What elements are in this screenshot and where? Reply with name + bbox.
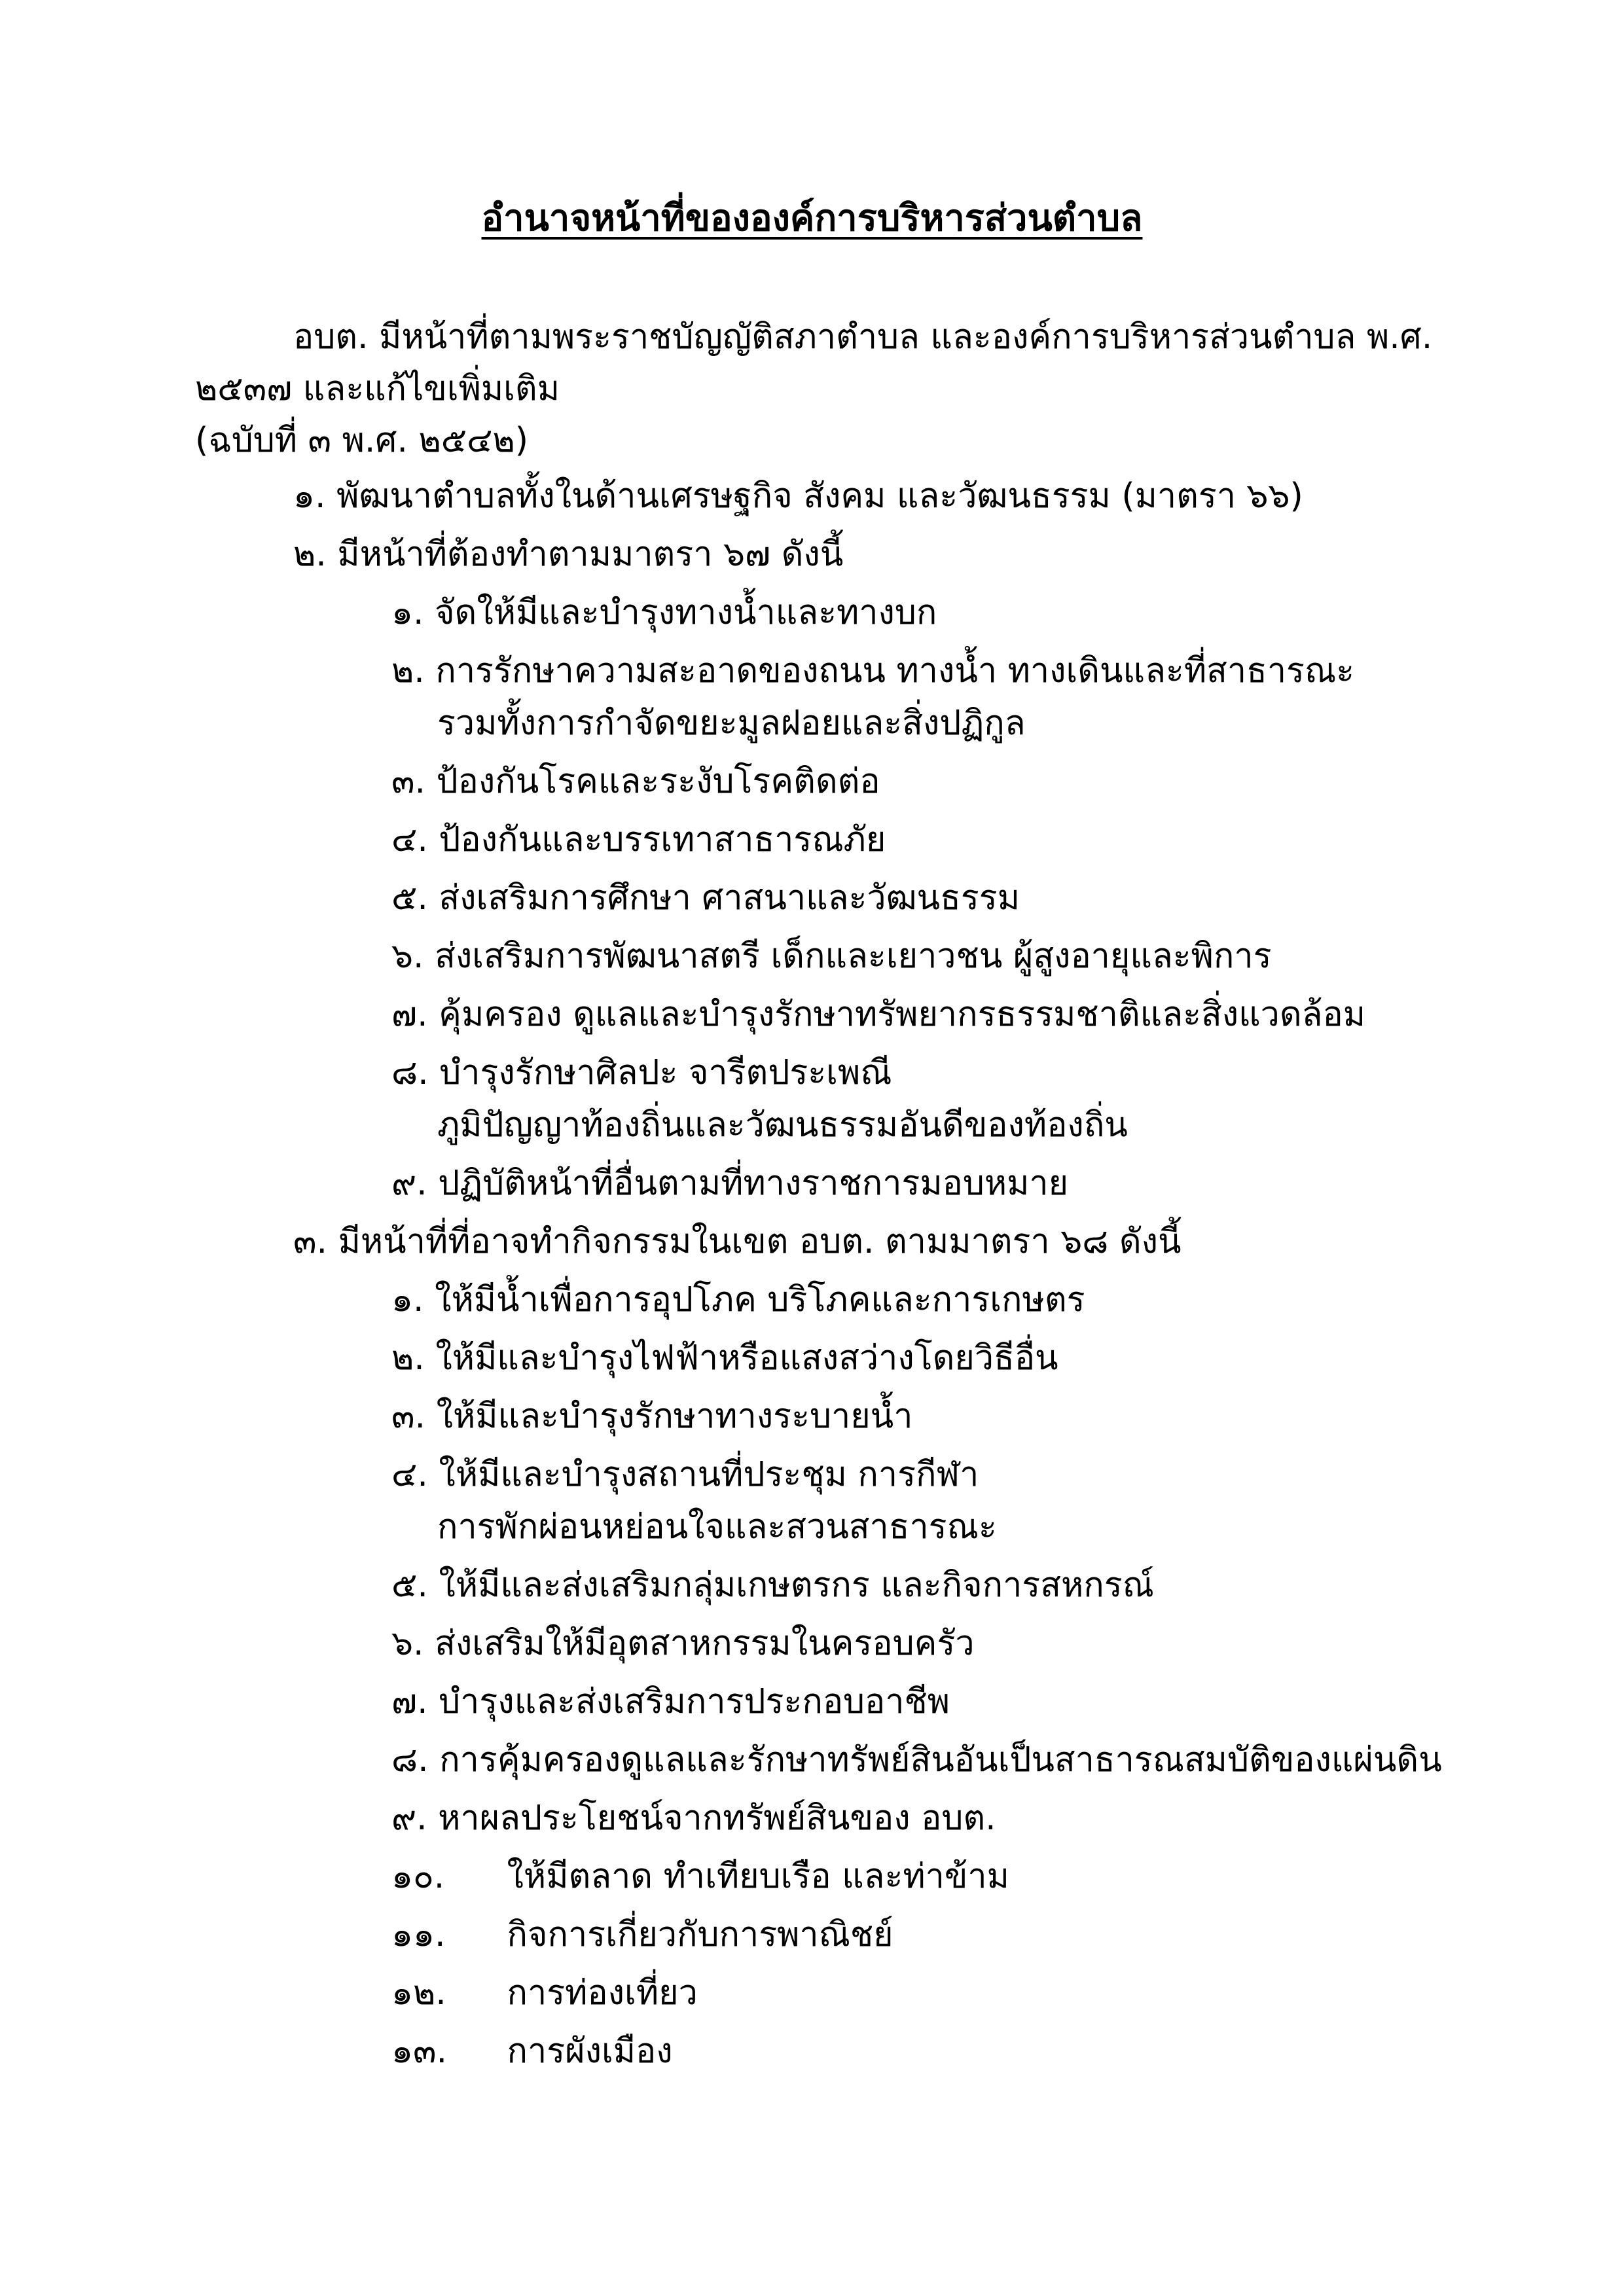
list-item-number: ๗. — [391, 995, 428, 1034]
list-item-text: ให้มีและบำรุงรักษาทางระบายน้ำ — [436, 1397, 913, 1436]
list-item-number: ๘. — [391, 1053, 429, 1092]
list-item-number: ๓. — [391, 1397, 426, 1436]
list-item-text: การผังเมือง — [507, 2032, 673, 2071]
section-1-text: พัฒนาตำบลทั้งในด้านเศรษฐกิจ สังคม และวัฒนธรรม (มาตรา ๖๖) — [336, 476, 1303, 516]
list-item-text: การท่องเที่ยว — [507, 1973, 698, 2013]
list-item-text: ป้องกันและบรรเทาสาธารณภัย — [439, 820, 886, 859]
section-2-number: ๒. — [293, 535, 327, 574]
list-item — [391, 877, 1020, 919]
list-item-number: ๘. — [391, 1740, 429, 1780]
list-item — [391, 1739, 1442, 1781]
list-item — [391, 592, 937, 634]
list-item-continuation: การพักผ่อนหย่อนใจและสวนสาธารณะ — [437, 1507, 997, 1547]
section-1 — [293, 475, 1303, 517]
list-item-number: ๑๐. — [391, 1857, 445, 1896]
list-item-text: การรักษาความสะอาดของถนน ทางน้ำ ทางเดินและที่สาธารณะ — [435, 651, 1355, 691]
list-item — [391, 1395, 912, 1437]
list-item — [391, 1454, 979, 1496]
list-item-text: ให้มีตลาด ทำเทียบเรือ และท่าข้าม — [507, 1857, 1009, 1896]
list-item — [391, 1623, 975, 1664]
list-item-number: ๒. — [391, 651, 425, 691]
list-item-number: ๑๑. — [391, 1915, 446, 1954]
section-3 — [293, 1221, 1182, 1263]
list-item-number: ๓. — [391, 762, 426, 801]
list-item-number: ๖. — [391, 1624, 424, 1663]
list-item-continuation: ภูมิปัญญาท้องถิ่นและวัฒนธรรมอันดีของท้องถิ่น — [437, 1105, 1128, 1145]
list-item-text: ให้มีและส่งเสริมกลุ่มเกษตรกร และกิจการสหกรณ์ — [439, 1566, 1154, 1605]
list-item-text: การคุ้มครองดูแลและรักษาทรัพย์สินอันเป็นสาธารณสมบัติของแผ่นดิน — [439, 1740, 1442, 1780]
list-item-number: ๕. — [391, 1566, 428, 1605]
list-item-text: บำรุงและส่งเสริมการประกอบอาชีพ — [439, 1682, 950, 1721]
list-item-text: ส่งเสริมให้มีอุตสาหกรรมในครอบครัว — [435, 1624, 975, 1663]
list-item — [391, 761, 880, 802]
list-item — [391, 1162, 1068, 1204]
list-item-text: หาผลประโยชน์จากทรัพย์สินของ อบต. — [438, 1799, 996, 1838]
list-item — [391, 1797, 996, 1839]
section-1-number: ๑. — [293, 476, 326, 516]
list-item — [391, 1279, 1085, 1321]
list-item — [391, 1856, 1009, 1897]
list-item-text: ปฏิบัติหน้าที่อื่นตามที่ทางราชการมอบหมาย — [438, 1164, 1069, 1203]
intro-line-1: อบต. มีหน้าที่ตามพระราชบัญญัติสภาตำบล และองค์การบริหารส่วนตำบล พ.ศ. — [293, 317, 1433, 357]
list-item-number: ๙. — [391, 1164, 427, 1203]
page-title: อำนาจหน้าที่ขององค์การบริหารส่วนตำบล — [481, 197, 1143, 240]
section-2-text: มีหน้าที่ต้องทำตามมาตรา ๖๗ ดังนี้ — [337, 535, 844, 574]
list-item — [391, 935, 1272, 977]
list-item-continuation: รวมทั้งการกำจัดขยะมูลฝอยและสิ่งปฏิกูล — [437, 704, 1026, 743]
list-item-text: ให้มีและบำรุงไฟฟ้าหรือแสงสว่างโดยวิธีอื่น — [435, 1338, 1058, 1378]
list-item — [391, 1681, 950, 1723]
list-item-text: ให้มีและบำรุงสถานที่ประชุม การกีฬา — [439, 1455, 979, 1494]
list-item — [391, 819, 886, 861]
list-item-number: ๙. — [391, 1799, 427, 1838]
list-item — [391, 994, 1365, 1035]
list-item-text: กิจการเกี่ยวกับการพาณิชย์ — [507, 1915, 893, 1954]
section-3-text: มีหน้าที่ที่อาจทำกิจกรรมในเขต อบต. ตามมาตรา ๖๘ ดังนี้ — [338, 1222, 1182, 1261]
list-item — [391, 650, 1354, 692]
list-item-number: ๒. — [391, 1338, 425, 1378]
list-item-number: ๑. — [391, 1280, 424, 1319]
section-2 — [293, 533, 843, 575]
list-item-text: ส่งเสริมการพัฒนาสตรี เด็กและเยาวชน ผู้สูงอายุและพิการ — [435, 937, 1272, 976]
list-item — [391, 1914, 893, 1956]
intro-line-3: (ฉบับที่ ๓ พ.ศ. ๒๕๔๒) — [195, 421, 529, 460]
list-item-text: ส่งเสริมการศึกษา ศาสนาและวัฒนธรรม — [439, 878, 1020, 918]
list-item-text: ป้องกันโรคและระงับโรคติดต่อ — [436, 762, 880, 801]
list-item-text: บำรุงรักษาศิลปะ จารีตประเพณี — [439, 1053, 892, 1092]
list-item-number: ๑๓. — [391, 2032, 448, 2071]
intro-line-2: ๒๕๓๗ และแก้ไขเพิ่มเติม — [195, 369, 560, 408]
list-item-number: ๑๒. — [391, 1973, 446, 2013]
list-item-number: ๕. — [391, 878, 428, 918]
list-item-text: ให้มีน้ำเพื่อการอุปโภค บริโภคและการเกษตร — [435, 1280, 1085, 1319]
list-item-text: จัดให้มีและบำรุงทางน้ำและทางบก — [435, 593, 937, 632]
list-item-number: ๖. — [391, 937, 424, 976]
list-item — [391, 1564, 1154, 1606]
list-item-number: ๔. — [391, 820, 428, 859]
list-item — [391, 2030, 673, 2072]
list-item-number: ๑. — [391, 593, 424, 632]
list-item — [391, 1972, 698, 2014]
list-item — [391, 1337, 1058, 1379]
list-item-number: ๔. — [391, 1455, 428, 1494]
list-item-text: คุ้มครอง ดูแลและบำรุงรักษาทรัพยากรธรรมชาติและสิ่งแวดล้อม — [439, 995, 1365, 1034]
section-3-number: ๓. — [293, 1222, 328, 1261]
list-item — [391, 1052, 892, 1094]
list-item-number: ๗. — [391, 1682, 428, 1721]
